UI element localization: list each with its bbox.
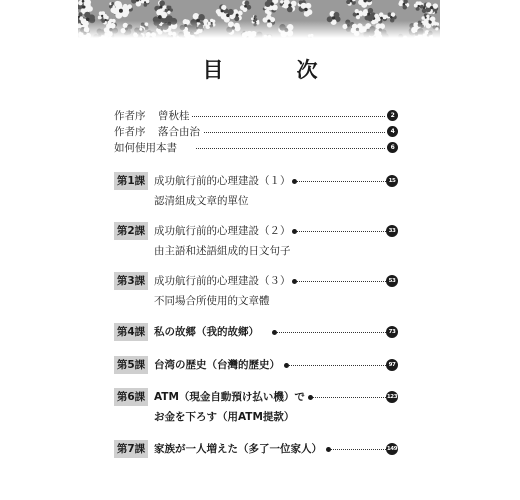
entry-name: 曾秋桂 (158, 110, 190, 122)
chapter-badge: 第4課 (114, 323, 148, 341)
chapter-title: 成功航行前的心理建設（２） (154, 225, 291, 237)
page-number-badge: 123 (386, 391, 398, 403)
entry-prefix: 作者序 (114, 126, 146, 138)
chapter-title: 成功航行前的心理建設（１） (154, 175, 291, 187)
chapter-badge: 第2課 (114, 222, 148, 240)
page-number-badge: 15 (386, 175, 398, 187)
entry-prefix: 作者序 (114, 110, 146, 122)
leader-dots (310, 397, 386, 398)
chapter-title: 成功航行前的心理建設（３） (154, 275, 291, 287)
page-number-badge: 53 (386, 275, 398, 287)
leader-dots (204, 132, 385, 133)
chapter-title: ATM（現金自動預け払い機）で (154, 391, 305, 403)
page-number-badge: 6 (387, 142, 398, 153)
chapter-badge: 第1課 (114, 172, 148, 190)
chapter-badge: 第3課 (114, 272, 148, 290)
leader-dots (196, 148, 385, 149)
chapter-title: 台湾の歴史（台灣的歷史） (154, 359, 280, 371)
page-number-badge: 33 (386, 225, 398, 237)
floral-pattern (78, 0, 440, 38)
chapter-title: 家族が一人増えた（多了一位家人） (154, 443, 322, 455)
leader-dots (294, 231, 386, 232)
chapter-subtitle: お金を下ろす（用ATM提款） (154, 411, 295, 423)
chapter-title: 私の故郷（我的故鄉） (154, 326, 259, 338)
leader-dots (294, 181, 386, 182)
page-number-badge: 97 (386, 359, 398, 371)
page-number-badge: 2 (387, 110, 398, 121)
chapter-subtitle: 認清組成文章的單位 (154, 195, 249, 207)
chapter-badge: 第7課 (114, 440, 148, 458)
page-number-badge: 4 (387, 126, 398, 137)
chapter-badge: 第5課 (114, 356, 148, 374)
decorative-banner (78, 0, 440, 38)
page-number-badge: 149 (386, 443, 398, 455)
chapter-subtitle: 不同場合所使用的文章體 (154, 295, 270, 307)
entry-name: 如何使用本書 (114, 142, 177, 154)
leader-dots (328, 449, 386, 450)
entry-name: 落合由治 (158, 126, 200, 138)
leader-dots (274, 332, 386, 333)
chapter-badge: 第6課 (114, 388, 148, 406)
chapter-subtitle: 由主語和述語組成的日文句子 (154, 245, 291, 257)
leader-dots (294, 281, 386, 282)
page-number-badge: 73 (386, 326, 398, 338)
toc-entry-how-to-use[interactable] (114, 138, 398, 158)
leader-dots (192, 116, 385, 117)
leader-dots (286, 365, 386, 366)
page-title: 目 次 (202, 58, 344, 82)
